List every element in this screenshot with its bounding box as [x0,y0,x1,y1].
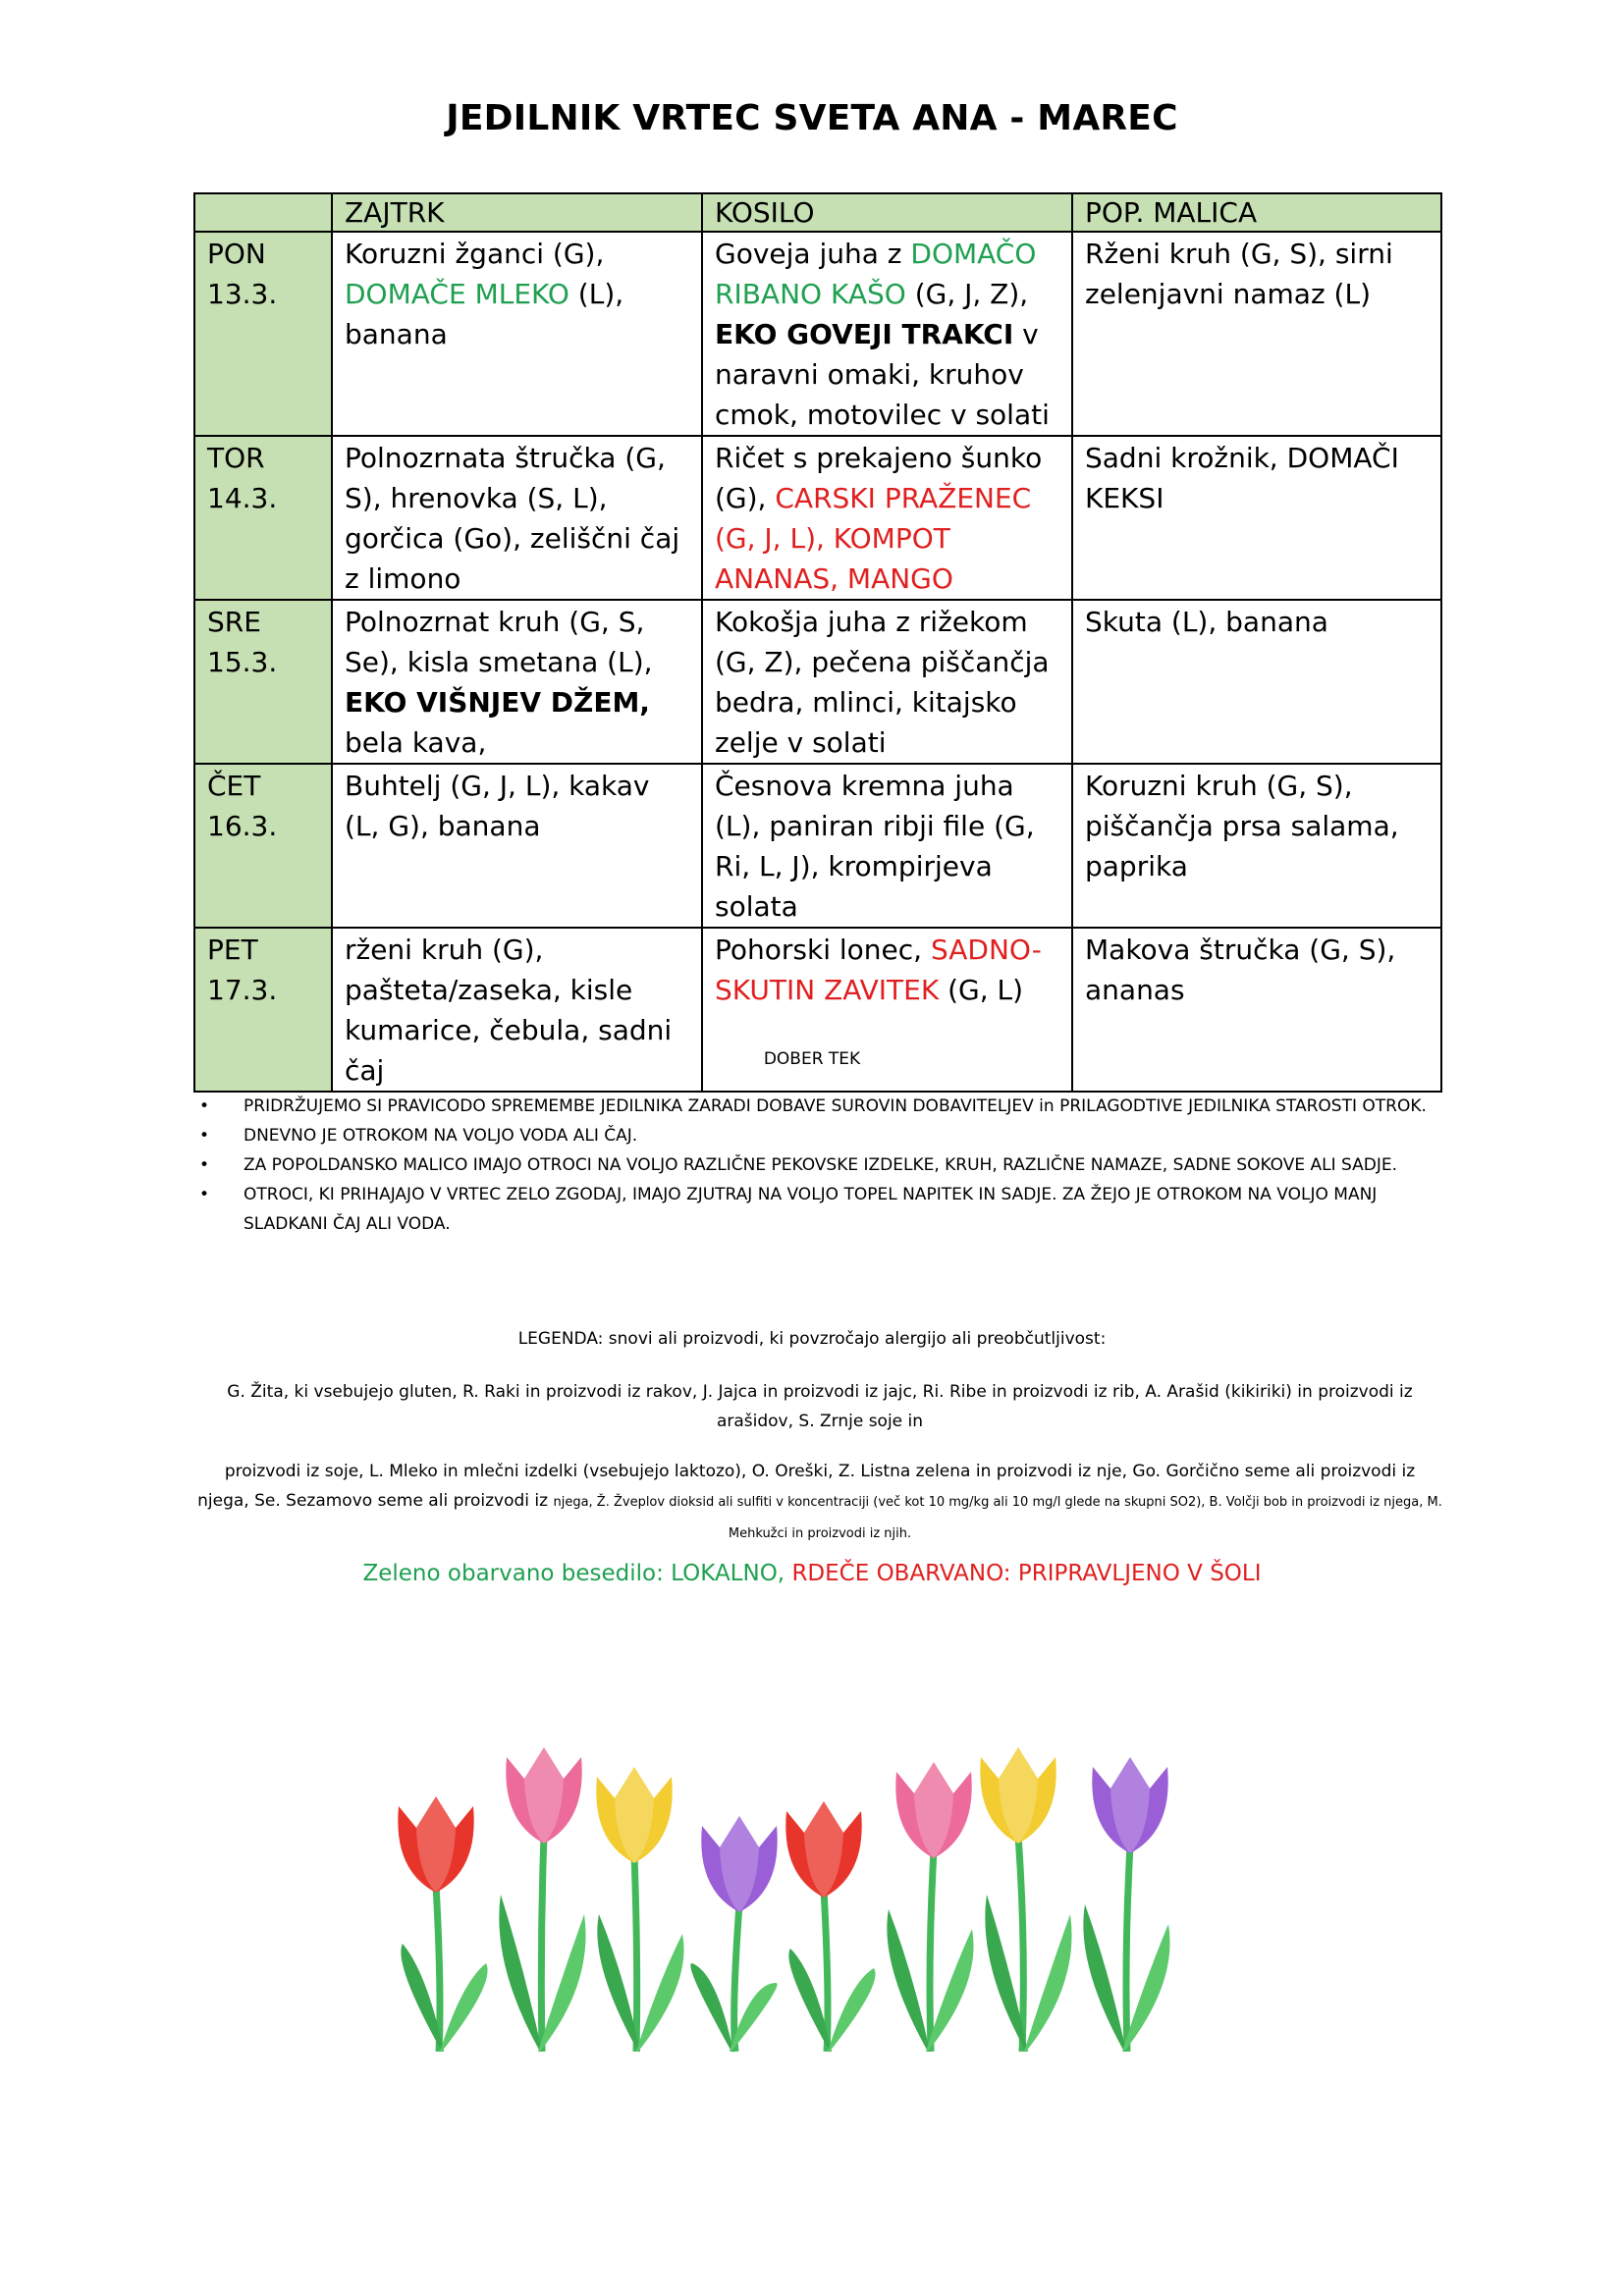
tulip-flower-icon [499,1747,585,2052]
menu-text: Kokošja juha z rižekom (G, Z), pečena piščančja bedra, mlinci, kitajsko zelje v solati [715,606,1050,759]
menu-text: Koruzni kruh (G, S), piščančja prsa salama, paprika [1085,770,1399,882]
page-title: JEDILNIK VRTEC SVETA ANA - MAREC [446,98,1178,138]
menu-text: EKO VIŠNJEV DŽEM, [345,686,650,719]
menu-text: CARSKI PRAŽENEC (G, J, L), KOMPOT ANANAS, MANGO [715,482,1032,595]
list-item [199,1121,1441,1150]
malica-cell [1072,600,1441,764]
note-text: OTROCI, KI PRIHAJAJO V VRTEC ZELO ZGODAJ, IMAJO ZJUTRAJ NA VOLJO TOPEL NAPITEK IN SADJE. ZA ŽEJO JE OTROKOM NA VOLJO MANJ SLADKANI ČAJ ALI VODA. [244,1185,1378,1234]
note-text: ZA POPOLDANSKO MALICO IMAJO OTROCI NA VOLJO RAZLIČNE PEKOVSKE IZDELKE, KRUH, RAZLIČNE NAMAZE, SADNE SOKOVE ALI SADJE. [244,1155,1398,1175]
legend-text-small: njega, Ž. Žveplov dioksid ali sulfiti v koncentraciji (več kot 10 mg/kg ali 10 mg/l glede na skupni SO2), B. Volčji bob in proizvodi iz njega, M. Mehkužci in proizvodi iz njih. [553,1495,1442,1541]
color-note [0,1561,1624,1586]
day-date: 16.3. [207,810,278,842]
menu-text: Česnova kremna juha (L), paniran ribji file (G, Ri, L, J), krompirjeva solata [715,770,1035,923]
menu-text: (L), banana [345,278,624,350]
menu-text: (G, L) [939,974,1024,1006]
zajtrk-cell [332,232,702,436]
table-row [194,436,1441,600]
legend-paragraph-1: G. Žita, ki vsebujejo gluten, R. Raki in proizvodi iz rakov, J. Jajca in proizvodi iz jajc, Ri. Ribe in proizvodi iz rib, A. Arašid (kikiriki) in proizvodi iz arašidov, S. Zrnje soje in [227,1382,1413,1431]
bullet-icon: • [199,1126,210,1146]
legend-heading: LEGENDA: snovi ali proizvodi, ki povzročajo alergijo ali preobčutljivost: [517,1329,1107,1349]
note-text: DNEVNO JE OTROKOM NA VOLJO VODA ALI ČAJ. [244,1126,638,1146]
tulip-flower-icon [887,1762,973,2052]
list-item [199,1180,1441,1239]
malica-cell [1072,232,1441,436]
menu-text: Makova štručka (G, S), ananas [1085,934,1396,1006]
table-header-row [194,193,1441,232]
menu-text: Ričet s prekajeno šunko (G), [715,442,1043,514]
menu-table [193,192,1442,1093]
bullet-icon: • [199,1185,210,1204]
menu-text: Polnozrnat kruh (G, S, Se), kisla smetana (L), [345,606,653,678]
menu-text: Goveja juha z [715,238,911,270]
day-date: 17.3. [207,974,278,1006]
tulip-flower-icon [1083,1757,1169,2052]
menu-text: Sadni krožnik, DOMAČI KEKSI [1085,442,1399,514]
menu-text: Skuta (L), banana [1085,606,1328,638]
list-item [199,1092,1441,1121]
tulip-flower-icon [690,1816,777,2052]
header-cell-empty [194,193,332,232]
menu-text: rženi kruh (G), pašteta/zaseka, kisle kumarice, čebula, sadni čaj [345,934,673,1087]
tulips-illustration [393,1728,1276,2061]
kosilo-cell [702,764,1072,928]
day-date: 15.3. [207,646,278,678]
bullet-icon: • [199,1096,210,1116]
table-row [194,600,1441,764]
header-cell-malica: POP. MALICA [1072,193,1441,232]
zajtrk-cell [332,436,702,600]
legend-paragraph-2 [196,1457,1443,1549]
menu-text: (G, J, Z), [905,278,1029,310]
tulip-flower-icon [398,1796,487,2052]
menu-text: EKO GOVEJI TRAKCI [715,318,1014,350]
menu-text: Rženi kruh (G, S), sirni zelenjavni namaz (L) [1085,238,1393,310]
notes-list [199,1092,1441,1239]
malica-cell [1072,764,1441,928]
day-cell [194,436,332,600]
menu-text: bela kava, [345,726,487,759]
day-date: 14.3. [207,482,278,514]
day-name: ČET [207,770,261,802]
kosilo-cell [702,436,1072,600]
table-row [194,764,1441,928]
tulip-flower-icon [596,1767,683,2052]
day-name: PON [207,238,266,270]
header-cell-kosilo: KOSILO [702,193,1072,232]
bullet-icon: • [199,1155,210,1175]
day-cell [194,232,332,436]
menu-text: DOMAČE MLEKO [345,278,569,310]
day-cell [194,600,332,764]
legend-text-main: proizvodi iz soje, L. Mleko in mlečni izdelki (vsebujejo laktozo), O. Oreški, Z. Listna zelena in proizvodi iz nje, Go. Gorčično seme ali proizvodi iz njega, Se. Sezamovo seme ali proizvodi iz [197,1462,1416,1511]
menu-text: v naravni omaki, kruhov cmok, motovilec v solati [715,318,1050,431]
note-text: PRIDRŽUJEMO SI PRAVICODO SPREMEMBE JEDILNIKA ZARADI DOBAVE SUROVIN DOBAVITELJEV in PRILAGODTIVE JEDILNIKA STAROSTI OTROK. [244,1096,1427,1116]
tulip-flower-icon [980,1747,1071,2052]
day-date: 13.3. [207,278,278,310]
kosilo-cell [702,232,1072,436]
color-note-red: RDEČE OBARVANO: PRIPRAVLJENO V ŠOLI [791,1561,1262,1586]
day-cell [194,764,332,928]
header-cell-zajtrk: ZAJTRK [332,193,702,232]
menu-text: Buhtelj (G, J, L), kakav (L, G), banana [345,770,650,842]
list-item [199,1150,1441,1180]
table-row [194,232,1441,436]
day-name: SRE [207,606,261,638]
color-note-green: Zeleno obarvano besedilo: LOKALNO, [362,1561,792,1586]
tulip-flower-icon [785,1801,875,2052]
zajtrk-cell [332,600,702,764]
menu-text: Pohorski lonec, [715,934,931,966]
kosilo-cell [702,600,1072,764]
day-name: TOR [207,442,265,474]
menu-text: Koruzni žganci (G), [345,238,605,270]
zajtrk-cell [332,764,702,928]
dober-tek-text: DOBER TEK [763,1049,861,1069]
menu-text: SADNO-SKUTIN ZAVITEK [715,934,1042,1006]
menu-text: DOMAČO RIBANO KAŠO [715,238,1037,310]
day-name: PET [207,934,258,966]
menu-text: Polnozrnata štručka (G, S), hrenovka (S, L), gorčica (Go), zeliščni čaj z limono [345,442,680,595]
malica-cell [1072,436,1441,600]
